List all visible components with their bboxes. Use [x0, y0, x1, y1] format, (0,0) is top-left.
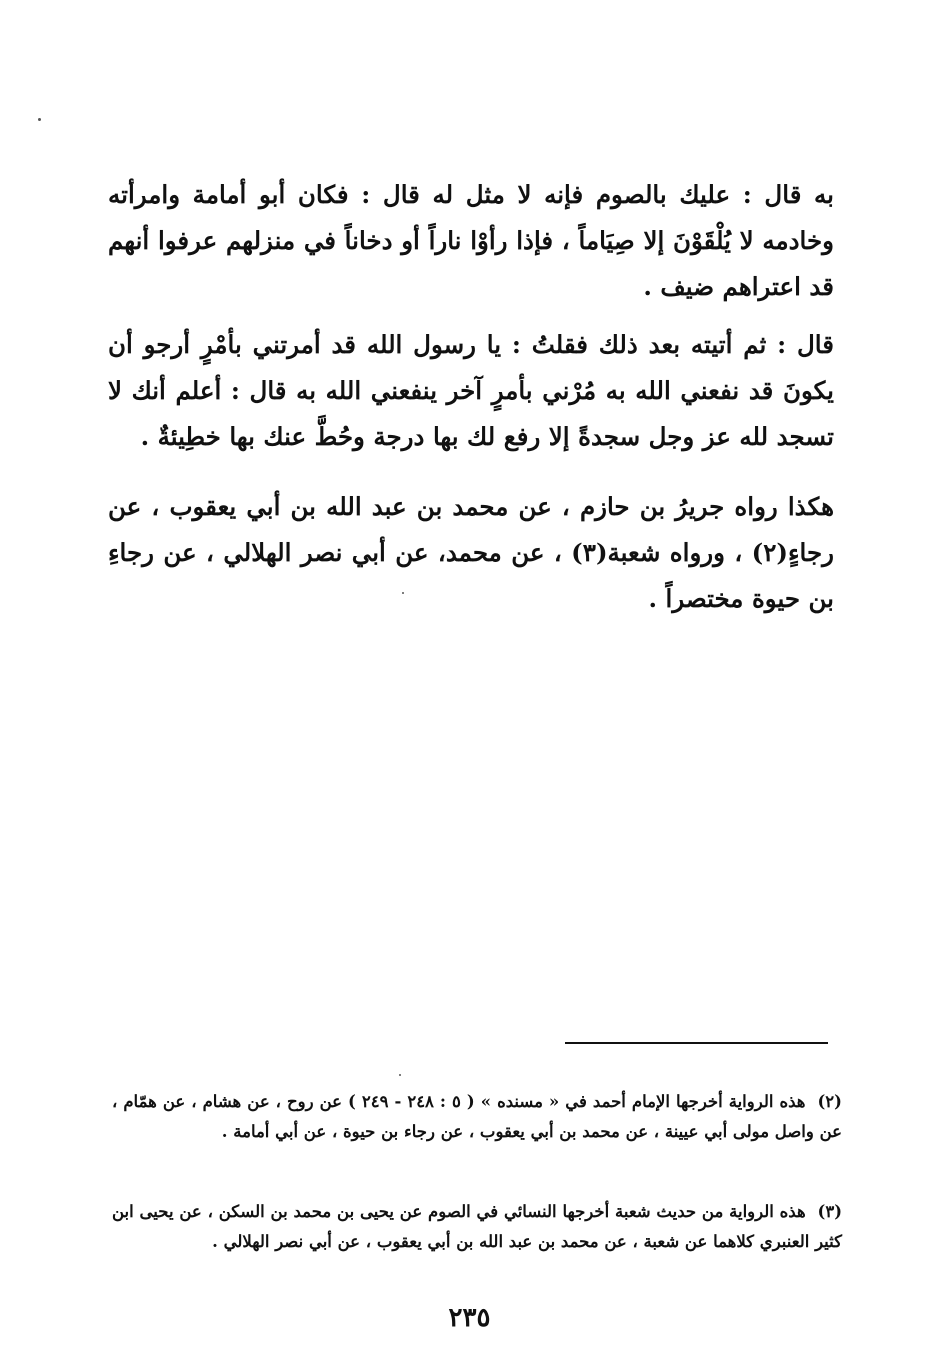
- footnote-text: هذه الرواية أخرجها الإمام أحمد في « مسنده » ( ٥ : ٢٤٨ - ٢٤٩ ) عن روح ، عن هشام ، عن همّام ، عن واصل مولى أبي عيينة ، عن محمد بن أبي يعقوب ، عن رجاء بن حيوة ، عن أبي أمامة .: [112, 1092, 842, 1141]
- scan-speck: [402, 592, 404, 594]
- footnote-text: هذه الرواية من حديث شعبة أخرجها النسائي في الصوم عن يحيى بن محمد بن السكن ، عن يحيى ابن كثير العنبري كلاهما عن شعبة ، عن محمد بن عبد الله بن أبي يعقوب ، عن أبي نصر الهلالي .: [112, 1202, 842, 1251]
- footnote: [112, 1197, 842, 1257]
- body-paragraph: هكذا رواه جريرُ بن حازم ، عن محمد بن عبد الله بن أبي يعقوب ، عن رجاءٍ(٢) ، ورواه شعبة(٣) ، عن محمد، عن أبي نصر الهلالي ، عن رجاءِ بن حيوة مختصراً .: [108, 492, 834, 613]
- footnote-separator: [565, 1042, 828, 1044]
- page-number: ٢٣٥: [448, 1303, 491, 1333]
- footnote: [112, 1087, 842, 1147]
- scan-speck: [399, 1074, 401, 1076]
- scan-speck: [38, 118, 41, 121]
- body-paragraph: به قال : عليك بالصوم فإنه لا مثل له قال : فكان أبو أمامة وامرأته وخادمه لا يُلْقَوْنَ إلا صِيَاماً ، فإذا رأوْا ناراً أو دخاناً في منزلهم عرفوا أنهم قد اعتراهم ضيف .: [108, 180, 834, 301]
- footnote-number: (٢): [817, 1092, 842, 1111]
- body-paragraph: قال : ثم أتيته بعد ذلك فقلتُ : يا رسول الله قد أمرتني بأمْرٍ أرجو أن يكونَ قد نفعني الله به مُرْني بأمرٍ آخر ينفعني الله به قال : أعلم أنك لا تسجد لله عز وجل سجدةً إلا رفع لك بها درجة وحُطَّ عنك بها خطِيئةٌ .: [108, 330, 834, 451]
- footnote-number: (٣): [817, 1202, 842, 1221]
